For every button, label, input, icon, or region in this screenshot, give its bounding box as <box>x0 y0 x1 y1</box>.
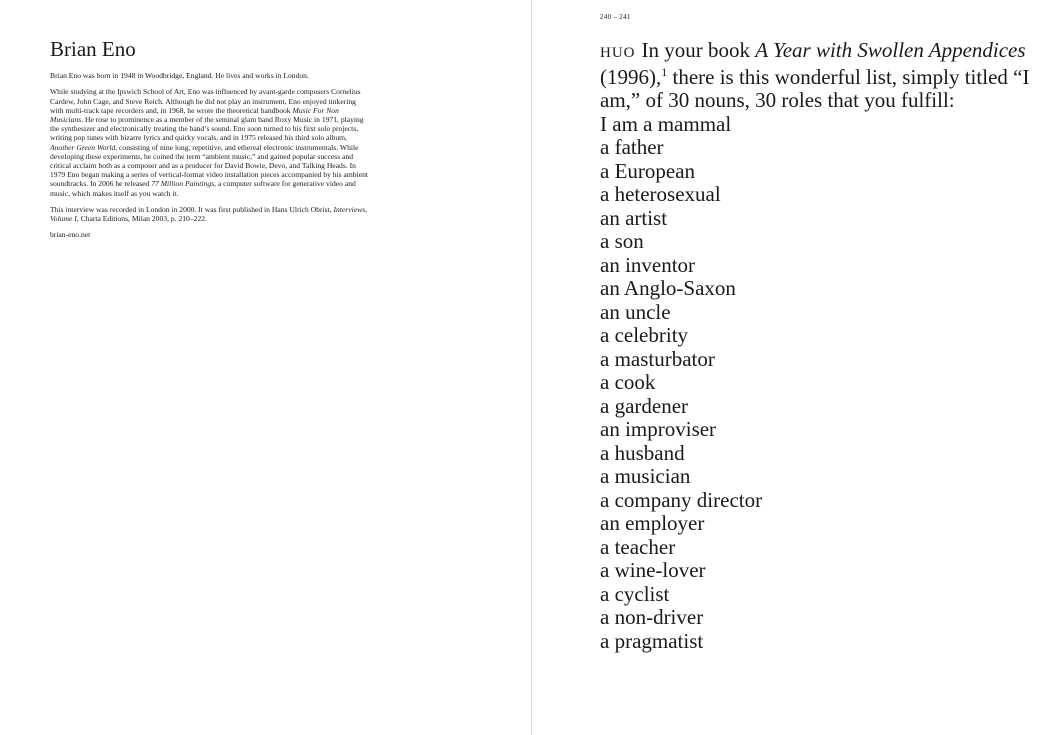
role-item: a non-driver <box>600 605 704 629</box>
role-item: a heterosexual <box>600 182 721 206</box>
bio-album-title: Another Green World <box>50 142 116 152</box>
role-item: I am a mammal <box>600 111 732 136</box>
question-text-1: In your book <box>641 38 756 62</box>
role-item: a husband <box>600 440 685 465</box>
roles-list <box>600 113 1040 654</box>
question-text-3: there is this wonderful list, simply titled “I am,” of 30 nouns, 30 roles that you fulfill: <box>600 64 1030 112</box>
bio-text-4: , a computer software for generative video and music, which makes itself as you watch it. <box>50 179 356 198</box>
question-book-title: A Year with Swollen Appendices <box>755 38 1026 62</box>
role-item: a son <box>600 229 644 253</box>
role-item: an improviser <box>600 417 717 441</box>
footnote-marker[interactable]: 1 <box>661 64 668 79</box>
source-book-title: Interviews, Volume I <box>50 204 367 223</box>
role-item: an inventor <box>600 252 696 277</box>
role-item: a pragmatist <box>600 628 704 653</box>
role-item: a masturbator <box>600 346 715 371</box>
role-item: an employer <box>600 511 705 535</box>
left-page <box>50 38 370 239</box>
role-item: a musician <box>600 464 691 488</box>
role-item: an artist <box>600 205 668 230</box>
bio-text-2: . He rose to prominence as a member of the seminal glam band Roxy Music in 1971, playing the synthesizer and electronically treating the band’s sound. Eno soon turned to his first solo projects, writing pop tunes with bizarre lyrics and quirky vocals, and in 1975 released his third solo album, <box>50 114 364 143</box>
page-gutter <box>531 0 532 735</box>
role-item: a teacher <box>600 534 676 559</box>
role-item: a cook <box>600 370 656 394</box>
bio-paragraph <box>50 87 370 197</box>
bio-intro: Brian Eno was born in 1948 in Woodbridge, England. He lives and works in London. <box>50 71 309 81</box>
bio-text-1: While studying at the Ipswich School of Art, Eno was influenced by avant-garde composers Cornelius Cardew, John Cage, and Steve Reich. Although he did not play an instrument, Eno enjoyed tinkering with multi-track tape recorders and, in 1968, he wrote the theoretical handbook <box>50 87 361 115</box>
artist-name-heading: Brian Eno <box>50 37 136 61</box>
source-text-1: This interview was recorded in London in 2000. It was first published in Hans Ulrich Obrist, <box>50 204 334 214</box>
right-page <box>600 39 1040 653</box>
source-text-2: , Charta Editions, Milan 2003, p. 210–222. <box>76 213 207 223</box>
website-link[interactable]: brian-eno.net <box>50 230 91 240</box>
role-item: a wine-lover <box>600 558 706 582</box>
role-item: a cyclist <box>600 581 670 606</box>
speaker-label: HUO <box>600 45 636 61</box>
page-numbers: 240 – 241 <box>600 13 631 21</box>
bio-software-title: 77 Million Paintings <box>151 179 215 189</box>
bio-text-3: , consisting of nine long, repetitive, and ethereal electronic instrumentals. While developing these experiments, he coined the term “ambient music,” and gained popular success and critical acclaim both as a composer and as a producer for David Bowie, Devo, and Talking Heads. In 1979 Eno began making a series of vertical-format video installation pieces accompanied by his ambient soundtracks. In 2006 he released <box>50 142 368 189</box>
role-item: a company director <box>600 487 763 512</box>
question-text-2: (1996), <box>600 64 662 89</box>
interview-question <box>600 39 1040 113</box>
role-item: a gardener <box>600 393 689 418</box>
bio-book-title: Music For Non Musicians <box>50 105 339 124</box>
role-item: a father <box>600 135 664 159</box>
role-item: an Anglo-Saxon <box>600 276 736 300</box>
role-item: a celebrity <box>600 323 689 347</box>
source-note <box>50 205 370 223</box>
role-item: an uncle <box>600 299 671 324</box>
role-item: a European <box>600 158 696 183</box>
